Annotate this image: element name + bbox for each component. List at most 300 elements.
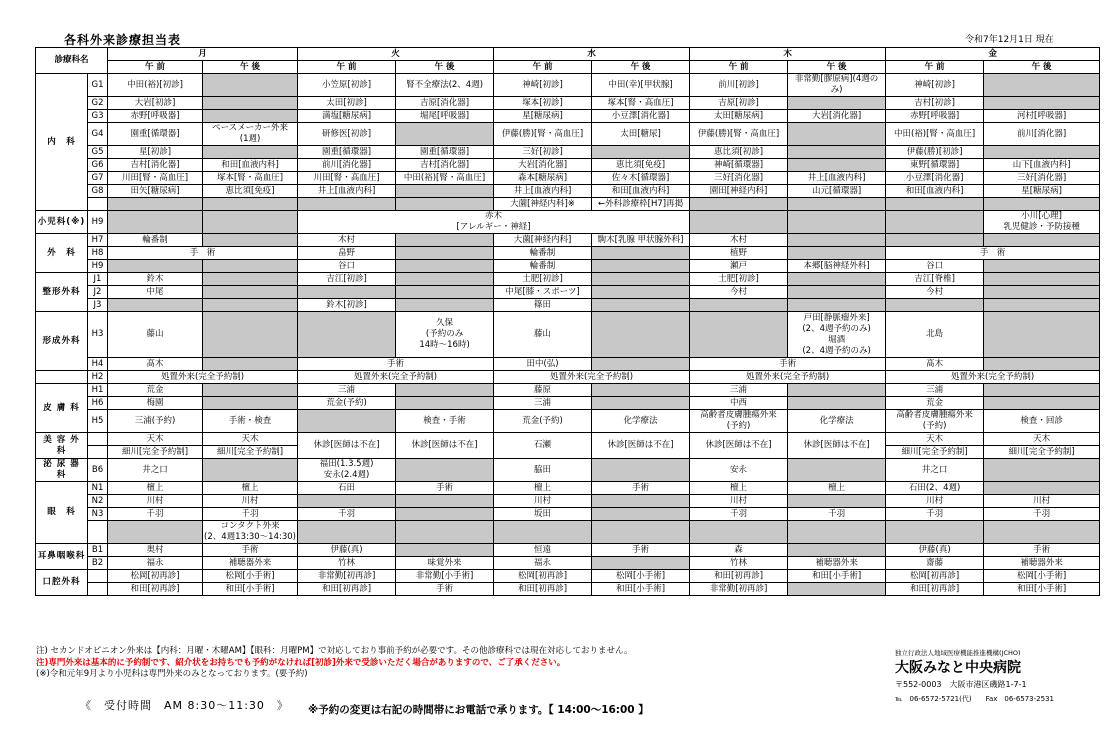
- schedule-cell: 荒金: [886, 397, 984, 410]
- schedule-cell: 手術: [984, 544, 1100, 557]
- room-cell: H8: [88, 247, 108, 260]
- schedule-cell: 千羽: [203, 508, 298, 521]
- schedule-cell: 鈴木[初診]: [298, 299, 396, 312]
- schedule-cell: [984, 299, 1100, 312]
- table-row: [36, 146, 1100, 159]
- table-row: [36, 482, 1100, 495]
- dept-cell: 形成外科: [36, 312, 88, 371]
- room-cell: B6: [88, 459, 108, 482]
- room-cell: J3: [88, 299, 108, 312]
- schedule-cell: 三浦: [494, 397, 592, 410]
- schedule-cell: [396, 185, 494, 198]
- schedule-cell: 三浦: [298, 384, 396, 397]
- schedule-cell: 処置外来(完全予約制): [494, 371, 690, 384]
- room-cell: G8: [88, 185, 108, 198]
- schedule-cell: 吉村[消化器]: [108, 159, 203, 172]
- schedule-cell: 藤山: [494, 312, 592, 358]
- schedule-cell: [396, 459, 494, 482]
- schedule-cell: 髙木: [886, 358, 984, 371]
- schedule-cell: 赤木 [アレルギー・神経]: [298, 211, 690, 234]
- schedule-cell: 伊藤(勝)[腎・高血圧]: [690, 123, 788, 146]
- schedule-cell: 休診[医師は不在]: [788, 433, 886, 459]
- schedule-cell: 脇田: [494, 459, 592, 482]
- schedule-cell: [788, 273, 886, 286]
- schedule-cell: [984, 97, 1100, 110]
- schedule-cell: 畠野: [298, 247, 396, 260]
- schedule-cell: 谷口: [886, 260, 984, 273]
- schedule-cell: 前川[消化器]: [984, 123, 1100, 146]
- schedule-cell: [788, 397, 886, 410]
- table-row: [36, 521, 1100, 544]
- schedule-cell: 園重[循環器]: [108, 123, 203, 146]
- room-cell: H2: [88, 371, 108, 384]
- room-cell: G3: [88, 110, 108, 123]
- schedule-cell: 土肥[初診]: [690, 273, 788, 286]
- schedule-cell: 中田(裕)[初診]: [108, 74, 203, 97]
- schedule-cell: コンタクト外来 (2、4週13:30～14:30): [204, 521, 296, 542]
- room-cell: N2: [88, 495, 108, 508]
- schedule-cell: 星[糖尿病]: [494, 110, 592, 123]
- schedule-cell: 福永: [108, 557, 203, 570]
- schedule-cell: 吉村[初診]: [886, 97, 984, 110]
- schedule-cell: 三好[消化器]: [984, 172, 1100, 185]
- schedule-cell: 三好[初診]: [494, 146, 592, 159]
- schedule-cell: [298, 286, 396, 299]
- schedule-cell: 腎不全療法(2、4週): [396, 74, 494, 97]
- schedule-cell: [592, 312, 690, 358]
- schedule-cell: [592, 521, 690, 544]
- schedule-cell: 吉原[消化器]: [396, 97, 494, 110]
- schedule-cell: 木村: [690, 234, 788, 247]
- schedule-cell: 手術: [396, 482, 494, 495]
- schedule-cell: 松岡[初再診]: [886, 570, 984, 583]
- schedule-cell: 檀上: [494, 482, 592, 495]
- schedule-cell: 補聴器外来: [788, 557, 886, 570]
- schedule-cell: [886, 234, 984, 247]
- room-cell: [88, 198, 108, 211]
- schedule-cell: 休診[医師は不在]: [396, 433, 494, 459]
- table-row: [36, 544, 1100, 557]
- schedule-cell: 川村: [690, 495, 788, 508]
- schedule-cell: [108, 521, 203, 544]
- schedule-cell: 休診[医師は不在]: [592, 433, 690, 459]
- schedule-cell: [984, 234, 1100, 247]
- schedule-cell: 伊藤(真): [886, 544, 984, 557]
- schedule-cell: 吉村[消化器]: [396, 159, 494, 172]
- schedule-cell: 森: [690, 544, 788, 557]
- schedule-cell: 梅園: [108, 397, 203, 410]
- room-cell: H1: [88, 384, 108, 397]
- day-header-4: 金: [886, 48, 1100, 61]
- note-specialist: 注)専門外来は基本的に予約制です、紹介状をお持ちでも予約がなければ[初診]外来で受診いただく場合がありますので、ご了承ください。: [36, 657, 566, 668]
- room-cell: H7: [88, 234, 108, 247]
- schedule-cell: [298, 312, 396, 358]
- schedule-cell: 吉原[初診]: [690, 97, 788, 110]
- schedule-cell: 和田[小手術]: [984, 583, 1100, 596]
- schedule-cell: [396, 286, 494, 299]
- room-cell: [88, 446, 108, 459]
- schedule-cell: [203, 110, 298, 123]
- schedule-cell: [984, 74, 1100, 97]
- schedule-cell: [984, 198, 1100, 211]
- table-row: [36, 397, 1100, 410]
- schedule-cell: 輪番制: [494, 260, 592, 273]
- schedule-cell: 手術: [396, 583, 494, 596]
- note-pediatrics: (※)令和元年9月より小児科は専門外来のみとなっております。(要予約): [36, 669, 308, 679]
- schedule-table: [35, 47, 1100, 596]
- schedule-cell: 三好[消化器]: [690, 172, 788, 185]
- schedule-cell: [203, 146, 298, 159]
- schedule-cell: 中尾[膝・スポーツ]: [494, 286, 592, 299]
- schedule-cell: 川田[腎・高血圧]: [298, 172, 396, 185]
- schedule-cell: 伊藤(勝)[腎・高血圧]: [494, 123, 592, 146]
- am-header: 午 前: [298, 61, 396, 74]
- schedule-cell: 竹林: [690, 557, 788, 570]
- schedule-cell: 手術: [690, 358, 886, 371]
- schedule-cell: 検査・回診: [984, 410, 1100, 433]
- pm-header: 午 後: [396, 61, 494, 74]
- day-header-2: 水: [494, 48, 690, 61]
- schedule-cell: [203, 397, 298, 410]
- schedule-cell: 化学療法: [592, 410, 690, 433]
- page-title: 各科外来診療担当表: [64, 33, 182, 47]
- room-cell: H3: [88, 312, 108, 358]
- schedule-cell: [108, 299, 203, 312]
- schedule-cell: 今村: [886, 286, 984, 299]
- schedule-cell: 処置外来(完全予約制): [298, 371, 494, 384]
- table-row: [36, 110, 1100, 123]
- schedule-cell: 神崎[循環器]: [690, 159, 788, 172]
- reservation-change-note: ※予約の変更は右記の時間帯にお電話で承ります。【 14:00～16:00 】: [308, 704, 649, 716]
- table-row: [36, 433, 1100, 446]
- schedule-cell: [494, 521, 592, 544]
- schedule-cell: [984, 459, 1100, 482]
- schedule-cell: 赤野[呼吸器]: [108, 110, 203, 123]
- schedule-cell: [203, 384, 298, 397]
- schedule-cell: 和田[血液内科]: [203, 159, 298, 172]
- schedule-cell: [592, 459, 690, 482]
- schedule-cell: 非常勤[初再診]: [690, 583, 788, 596]
- schedule-cell: 松岡[小手術]: [984, 570, 1100, 583]
- table-row: [36, 247, 1100, 260]
- schedule-cell: [788, 299, 886, 312]
- schedule-cell: 川村: [203, 495, 298, 508]
- dept-cell: 美 容 外 科: [36, 433, 88, 459]
- schedule-cell: 処置外来(完全予約制): [886, 371, 1100, 384]
- dept-cell: 小児科(※): [36, 211, 88, 234]
- schedule-cell: 奥村: [108, 544, 203, 557]
- dept-cell: 整形外科: [36, 273, 88, 312]
- schedule-cell: [396, 247, 494, 260]
- schedule-cell: [788, 159, 886, 172]
- schedule-cell: 輪番制: [494, 247, 592, 260]
- am-header: 午 前: [108, 61, 203, 74]
- dept-cell: [36, 371, 88, 384]
- schedule-cell: [984, 521, 1100, 544]
- schedule-cell: [886, 521, 984, 544]
- table-row: [36, 234, 1100, 247]
- schedule-cell: 細川[完全予約制]: [108, 446, 203, 459]
- table-row: [36, 299, 1100, 312]
- schedule-cell: [984, 312, 1100, 358]
- table-row: [36, 570, 1100, 583]
- schedule-cell: 処置外来(完全予約制): [690, 371, 886, 384]
- schedule-cell: 安永: [690, 459, 788, 482]
- schedule-cell: 伊藤(勝)[初診]: [886, 146, 984, 159]
- schedule-cell: 太田[糖尿]: [592, 123, 690, 146]
- schedule-cell: 和田[小手術]: [203, 583, 298, 596]
- schedule-cell: [690, 299, 788, 312]
- schedule-cell: [592, 146, 690, 159]
- schedule-cell: 川田[腎・高血圧]: [108, 172, 203, 185]
- schedule-cell: 非常勤[小手術]: [396, 570, 494, 583]
- schedule-cell: 瀬戸: [690, 260, 788, 273]
- schedule-cell: [788, 495, 886, 508]
- schedule-cell: [592, 508, 690, 521]
- schedule-cell: [298, 410, 396, 433]
- schedule-cell: 土肥[初診]: [494, 273, 592, 286]
- schedule-cell: [108, 211, 203, 234]
- schedule-cell: 檀上: [788, 482, 886, 495]
- room-cell: N3: [88, 508, 108, 521]
- schedule-cell: 細川[完全予約制]: [203, 446, 298, 459]
- header-row-ampm: [36, 61, 1100, 74]
- schedule-cell: [788, 198, 886, 211]
- schedule-cell: 非常勤[膠原病](4週のみ): [788, 74, 886, 97]
- schedule-cell: 太田[初診]: [298, 97, 396, 110]
- schedule-cell: [788, 286, 886, 299]
- table-row: [36, 159, 1100, 172]
- table-row: [36, 172, 1100, 185]
- schedule-cell: [788, 234, 886, 247]
- schedule-cell: 休診[医師は不在]: [690, 433, 788, 459]
- dept-cell: 内 科: [36, 74, 88, 211]
- schedule-cell: 石田(2、4週): [886, 482, 984, 495]
- schedule-cell: [984, 146, 1100, 159]
- schedule-cell: 大薗[神経内科]: [494, 234, 592, 247]
- schedule-cell: 手術: [592, 544, 690, 557]
- schedule-cell: [788, 583, 886, 596]
- schedule-cell: [396, 234, 494, 247]
- schedule-cell: 川村: [886, 495, 984, 508]
- schedule-cell: 齋藤: [886, 557, 984, 570]
- table-row: [36, 410, 1100, 433]
- schedule-cell: 手術: [298, 358, 494, 371]
- schedule-cell: 天木: [108, 433, 203, 446]
- schedule-cell: 中田(裕)[腎・高血圧]: [396, 172, 494, 185]
- schedule-cell: 研修医[初診]: [298, 123, 396, 146]
- schedule-cell: 補聴器外来: [984, 557, 1100, 570]
- room-cell: [88, 521, 108, 544]
- schedule-cell: 園重[循環器]: [396, 146, 494, 159]
- schedule-cell: 和田[血液内科]: [886, 185, 984, 198]
- schedule-cell: [592, 557, 690, 570]
- schedule-cell: 塚本[腎・高血圧]: [203, 172, 298, 185]
- schedule-cell: [203, 273, 298, 286]
- schedule-cell: 千羽: [108, 508, 203, 521]
- schedule-cell: 非常勤[初再診]: [298, 570, 396, 583]
- pm-header: 午 後: [788, 61, 886, 74]
- schedule-cell: 荒金: [108, 384, 203, 397]
- schedule-cell: 川村: [984, 495, 1100, 508]
- table-row: [36, 273, 1100, 286]
- schedule-cell: [592, 260, 690, 273]
- schedule-cell: 藤山: [108, 312, 203, 358]
- schedule-cell: 休診[医師は不在]: [298, 433, 396, 459]
- room-cell: H9: [88, 211, 108, 234]
- schedule-cell: 小豆澤[消化器]: [592, 110, 690, 123]
- schedule-cell: 高齢者皮膚腫瘍外来 (予約): [886, 410, 984, 433]
- schedule-cell: [592, 286, 690, 299]
- schedule-cell: 小川[心理] 乳児健診・予防接種: [984, 211, 1100, 234]
- room-cell: G5: [88, 146, 108, 159]
- room-cell: G7: [88, 172, 108, 185]
- schedule-cell: [396, 123, 494, 146]
- schedule-cell: 檀上: [108, 482, 203, 495]
- schedule-cell: [108, 260, 203, 273]
- schedule-cell: [788, 211, 886, 234]
- table-row: [36, 260, 1100, 273]
- room-cell: H5: [88, 410, 108, 433]
- schedule-cell: 戸田[静脈瘤外来] (2、4週予約のみ) 堀酒 (2、4週予約のみ): [788, 312, 886, 358]
- schedule-cell: [396, 495, 494, 508]
- hospital-address: 〒552-0003 大阪市港区磯路1-7-1: [895, 680, 1027, 689]
- schedule-cell: 中尾: [108, 286, 203, 299]
- schedule-cell: [203, 312, 298, 358]
- schedule-cell: 高齢者皮膚腫瘍外来 (予約): [690, 410, 788, 433]
- schedule-cell: ペースメーカー外来 (1週): [203, 123, 298, 146]
- table-row: [36, 495, 1100, 508]
- schedule-cell: [298, 521, 396, 544]
- schedule-cell: 吉江[初診]: [298, 273, 396, 286]
- schedule-cell: 前川[消化器]: [298, 159, 396, 172]
- schedule-cell: 千羽: [886, 508, 984, 521]
- schedule-cell: [396, 260, 494, 273]
- schedule-cell: 木村: [298, 234, 396, 247]
- schedule-cell: [396, 397, 494, 410]
- schedule-cell: 井之口: [108, 459, 203, 482]
- schedule-cell: 補聴器外来: [203, 557, 298, 570]
- schedule-cell: 園重[循環器]: [298, 146, 396, 159]
- schedule-cell: 天木: [886, 433, 984, 446]
- schedule-cell: 川村: [108, 495, 203, 508]
- schedule-cell: [396, 384, 494, 397]
- room-cell: B1: [88, 544, 108, 557]
- schedule-cell: 植野: [690, 247, 788, 260]
- schedule-cell: 前川[初診]: [690, 74, 788, 97]
- hospital-tel: ℡ 06-6572-5721(代) Fax 06-6573-2531: [895, 695, 1054, 703]
- schedule-cell: 大岩[消化器]: [788, 110, 886, 123]
- pm-header: 午 後: [203, 61, 298, 74]
- schedule-cell: 鈴木: [108, 273, 203, 286]
- schedule-cell: [886, 198, 984, 211]
- schedule-cell: [203, 97, 298, 110]
- schedule-cell: [690, 521, 788, 544]
- hospital-org: 独立行政法人地域医療機能推進機構(JCHO): [895, 649, 1021, 657]
- dept-cell: 口腔外科: [36, 570, 88, 596]
- schedule-cell: 恵比須[免疫]: [203, 185, 298, 198]
- schedule-cell: [788, 123, 886, 146]
- table-row: [36, 583, 1100, 596]
- pm-header: 午 後: [984, 61, 1100, 74]
- note-second-opinion: 注) セカンドオピニオン外来は【内科：月曜・木曜AM】【眼科：月曜PM】で対応しており事前予約が必要です。その他診療科では現在対応しておりません。: [36, 646, 633, 656]
- schedule-cell: 処置外来(完全予約制): [108, 371, 298, 384]
- day-header-3: 木: [690, 48, 886, 61]
- schedule-cell: 味覚外来: [396, 557, 494, 570]
- schedule-cell: 細川[完全予約制]: [886, 446, 984, 459]
- table-row: [36, 97, 1100, 110]
- schedule-cell: ←外科診療枠[H7]再掲: [592, 198, 690, 211]
- room-cell: N1: [88, 482, 108, 495]
- schedule-cell: 松岡[初再診]: [108, 570, 203, 583]
- table-row: [36, 185, 1100, 198]
- schedule-cell: 天木: [984, 433, 1100, 446]
- schedule-cell: 和田[初再診]: [690, 570, 788, 583]
- schedule-cell: 赤野[呼吸器]: [886, 110, 984, 123]
- schedule-cell: 藤原: [494, 384, 592, 397]
- schedule-cell: 東野[循環器]: [886, 159, 984, 172]
- schedule-cell: 松岡[初再診]: [494, 570, 592, 583]
- schedule-cell: 井上[血液内科]: [788, 172, 886, 185]
- schedule-cell: [203, 198, 298, 211]
- schedule-cell: 手 術: [108, 247, 298, 260]
- am-header: 午 前: [886, 61, 984, 74]
- schedule-cell: 荒金(予約): [494, 410, 592, 433]
- schedule-cell: 井之口: [886, 459, 984, 482]
- schedule-cell: [788, 521, 886, 544]
- schedule-cell: [396, 521, 494, 544]
- am-header: 午 前: [494, 61, 592, 74]
- schedule-cell: 和田[初再診]: [886, 583, 984, 596]
- schedule-cell: 久保 (予約のみ 14時～16時): [396, 312, 494, 358]
- table-row: [36, 123, 1100, 146]
- schedule-cell: 千羽: [984, 508, 1100, 521]
- schedule-cell: 和田[血液内科]: [592, 185, 690, 198]
- schedule-cell: [592, 358, 690, 371]
- table-row: [36, 557, 1100, 570]
- room-cell: G6: [88, 159, 108, 172]
- schedule-cell: [984, 482, 1100, 495]
- pm-header: 午 後: [592, 61, 690, 74]
- table-row: [36, 74, 1100, 97]
- schedule-cell: 園田[神経内科]: [690, 185, 788, 198]
- schedule-cell: 竹林: [298, 557, 396, 570]
- schedule-cell: 大岩[消化器]: [494, 159, 592, 172]
- schedule-cell: 和田[初再診]: [494, 583, 592, 596]
- schedule-cell: 千羽: [690, 508, 788, 521]
- schedule-cell: [984, 384, 1100, 397]
- schedule-cell: [788, 544, 886, 557]
- schedule-cell: 井上[血液内科]: [298, 185, 396, 198]
- schedule-cell: 田中(弘): [494, 358, 592, 371]
- room-cell: J1: [88, 273, 108, 286]
- schedule-cell: 手 術: [886, 247, 1100, 260]
- schedule-cell: [592, 495, 690, 508]
- schedule-cell: 大岩[初診]: [108, 97, 203, 110]
- schedule-cell: 塚本[腎・高血圧]: [592, 97, 690, 110]
- dept-cell: 外 科: [36, 234, 88, 273]
- schedule-cell: 和田[初再診]: [108, 583, 203, 596]
- schedule-cell: [788, 97, 886, 110]
- schedule-cell: 山下[血液内科]: [984, 159, 1100, 172]
- schedule-cell: 手術: [203, 544, 298, 557]
- schedule-cell: 檀上: [690, 482, 788, 495]
- schedule-cell: 大薗[神経内科]※: [494, 198, 592, 211]
- schedule-cell: 天木: [203, 433, 298, 446]
- schedule-cell: [690, 211, 788, 234]
- schedule-cell: 満塩[糖尿病]: [298, 110, 396, 123]
- room-cell: G2: [88, 97, 108, 110]
